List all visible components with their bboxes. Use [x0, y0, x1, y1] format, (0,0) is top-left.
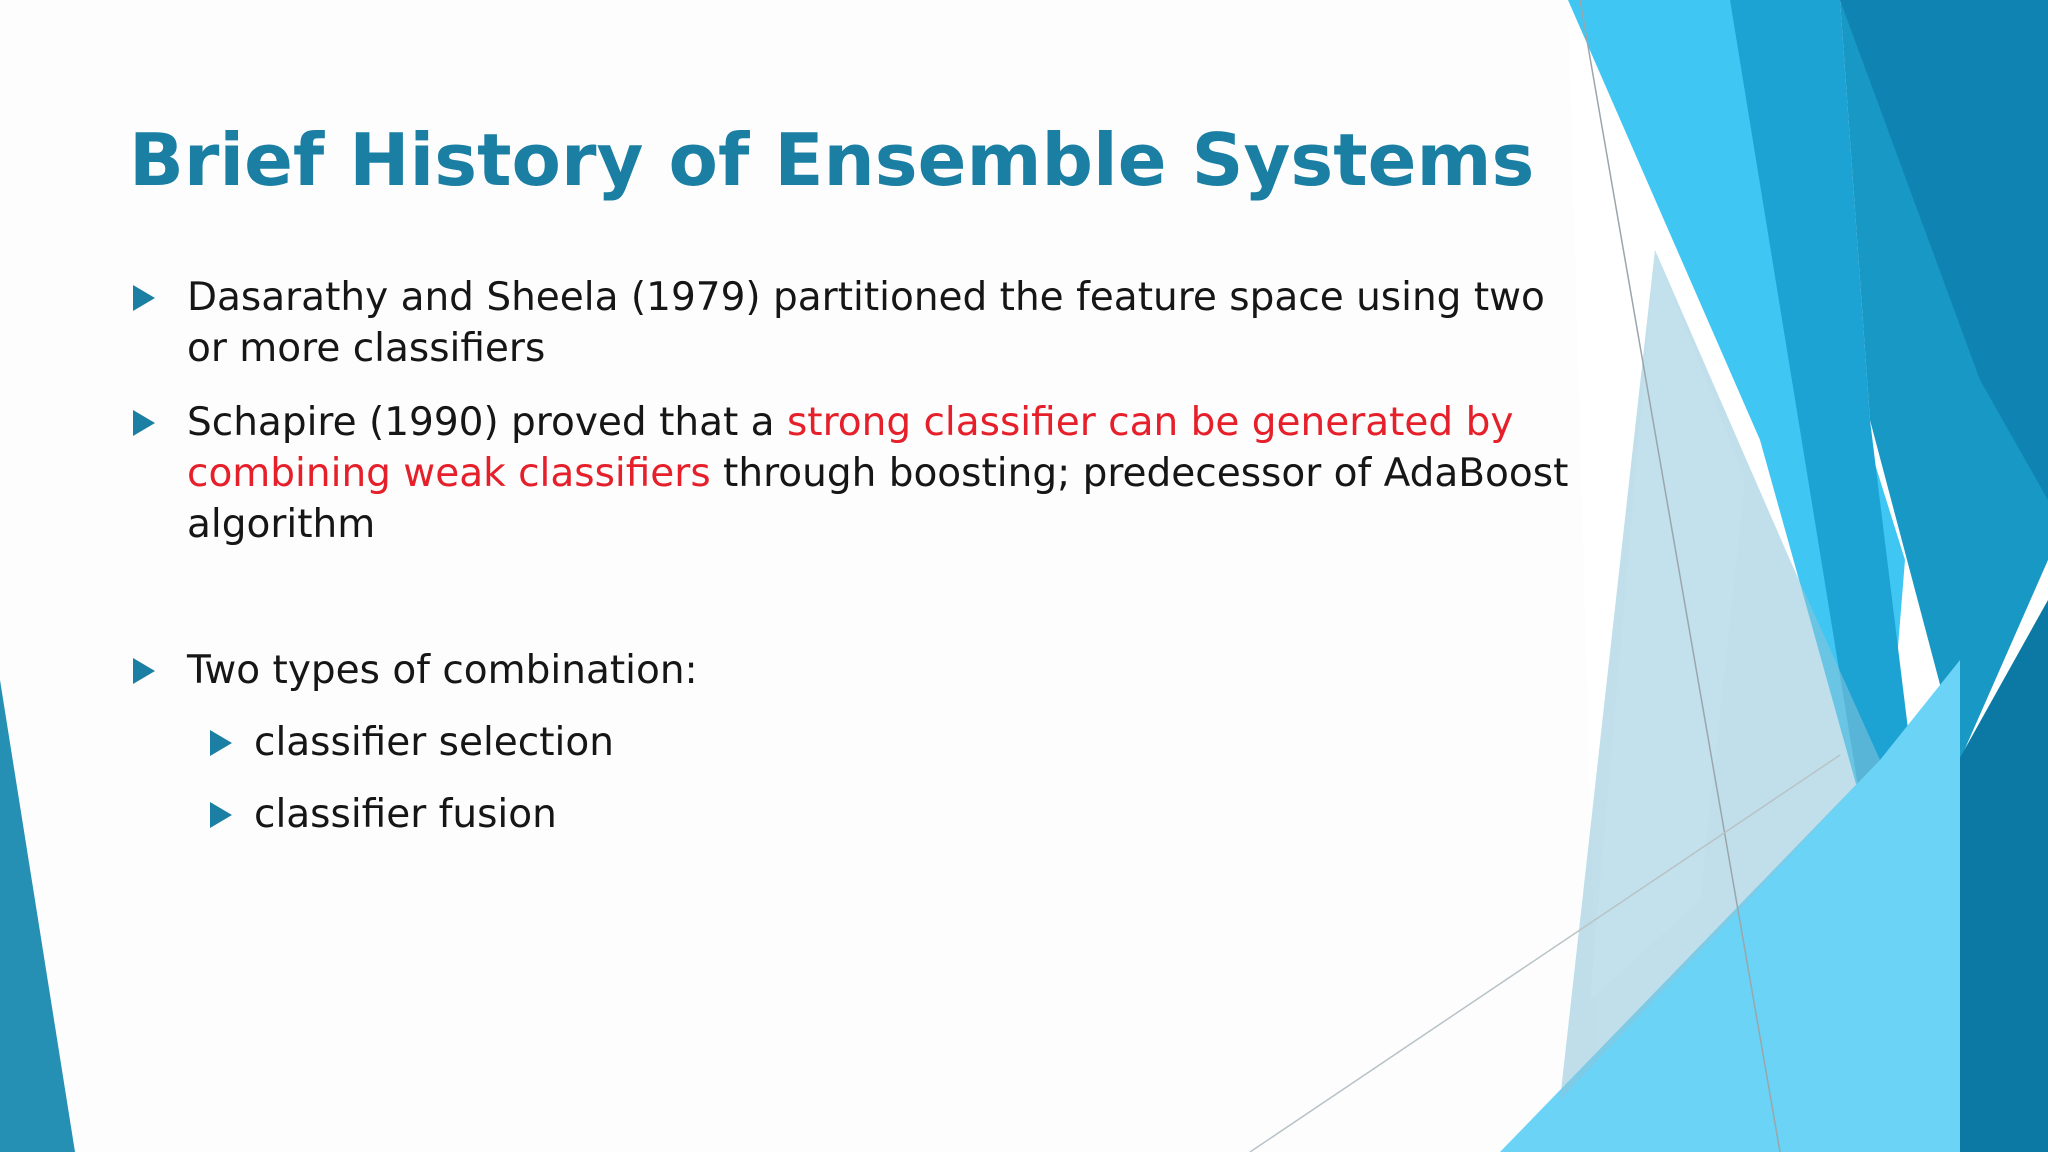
slide-title: Brief History of Ensemble Systems [129, 118, 1535, 202]
bullet-dasarathy [187, 272, 1545, 374]
bullet-text-line: algorithm [187, 502, 376, 547]
sub-bullet-marker-icon [210, 730, 232, 756]
bullet-text-line: Dasarathy and Sheela (1979) partitioned the feature space using two [187, 275, 1545, 320]
bullet-text-highlight: strong classifier can be generated by [786, 400, 1514, 445]
bullet-schapire [187, 397, 1568, 550]
sub-bullet-text: classifier fusion [254, 792, 557, 837]
bullet-marker-icon [133, 658, 155, 684]
sub-bullet-text: classifier selection [254, 720, 614, 765]
bullet-marker-icon [133, 285, 155, 311]
bullet-marker-icon [133, 410, 155, 436]
bullet-text-line [187, 397, 1568, 448]
sub-bullet-marker-icon [210, 802, 232, 828]
bullet-text-highlight: combining weak classifiers [187, 451, 711, 496]
bullet-text-line: Two types of combination: [187, 648, 698, 693]
sub-bullet-classifier-fusion [254, 789, 557, 840]
sub-bullet-classifier-selection [254, 717, 614, 768]
bullet-combination-types [187, 645, 698, 696]
bullet-text-plain: through boosting; predecessor of AdaBoost [710, 451, 1569, 496]
bullet-text-line [187, 448, 1568, 499]
bullet-text-plain: Schapire (1990) proved that a [187, 400, 787, 445]
bullet-text-line: or more classifiers [187, 326, 546, 371]
